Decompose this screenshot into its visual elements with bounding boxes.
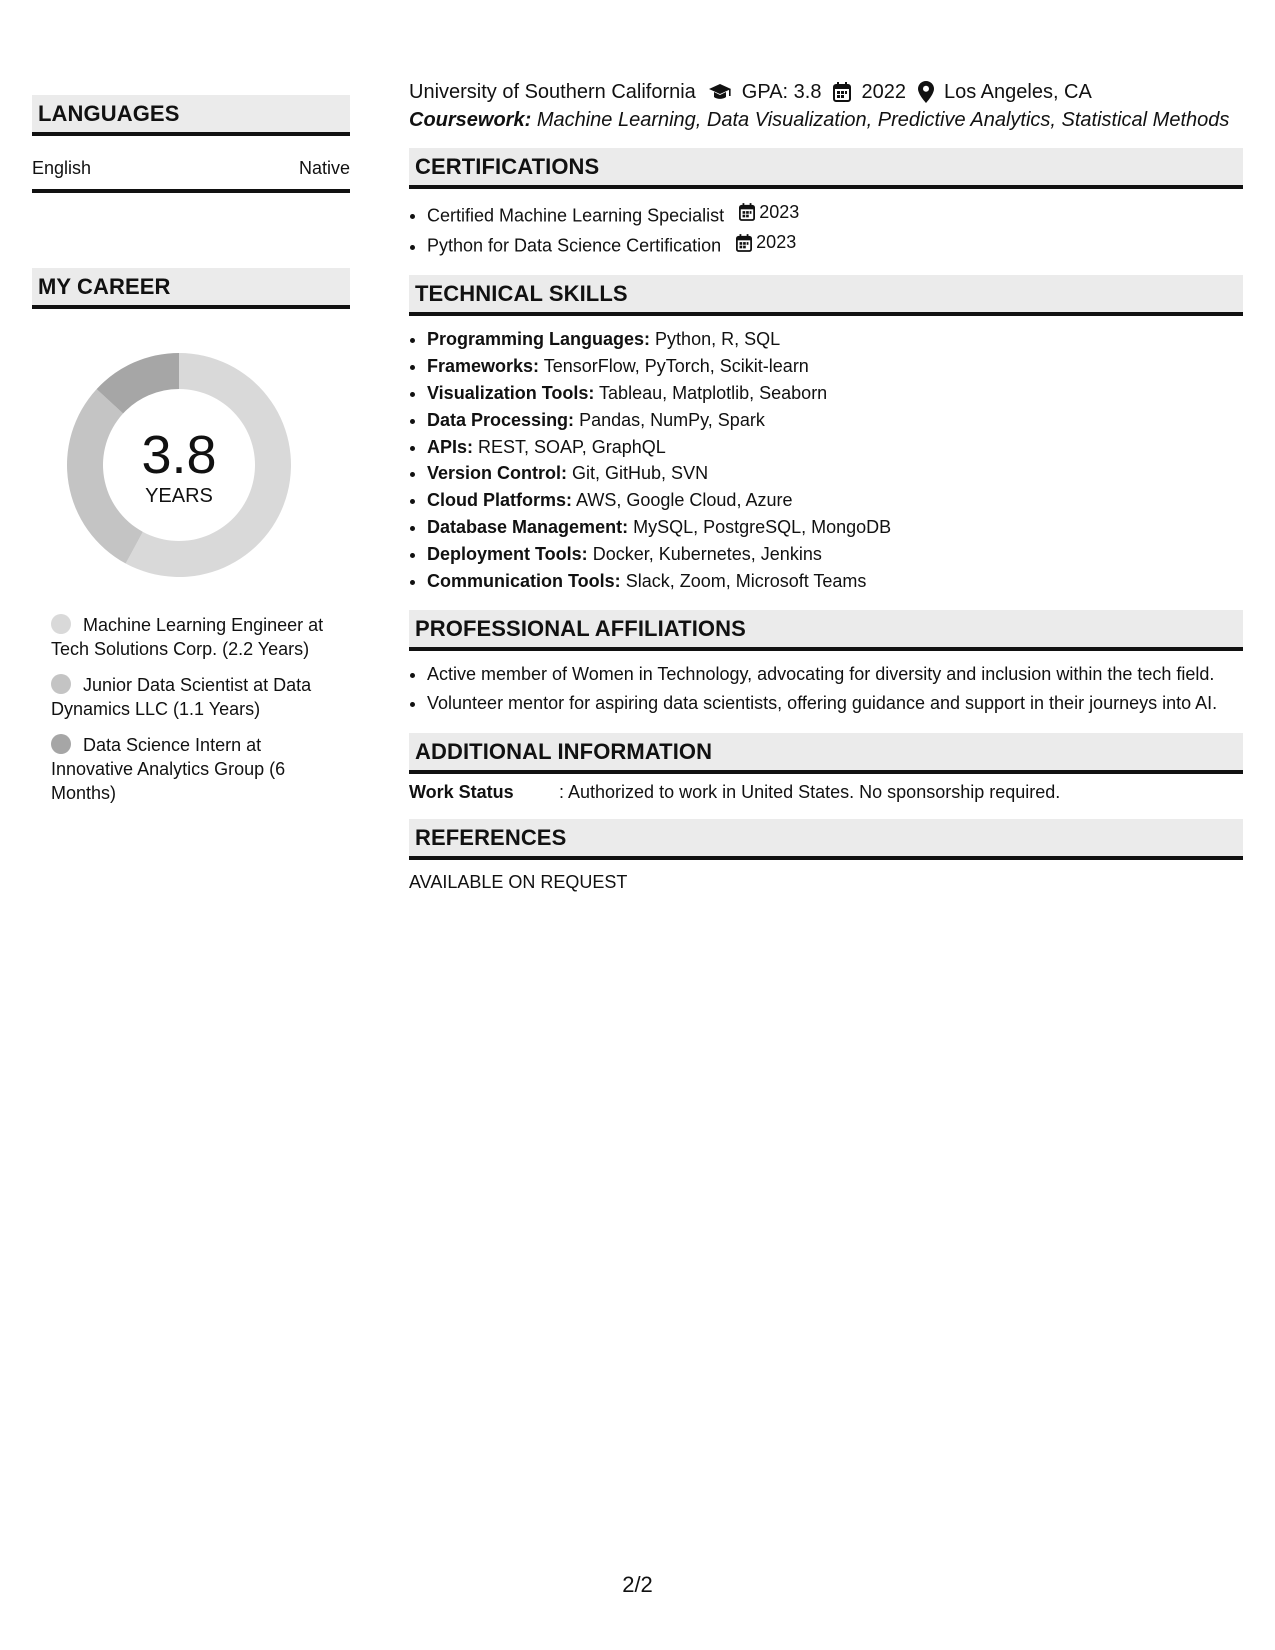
skill-item xyxy=(427,353,1243,380)
skill-value: Docker, Kubernetes, Jenkins xyxy=(592,543,822,564)
languages-heading: LANGUAGES xyxy=(32,95,350,136)
certification-item xyxy=(427,229,1243,259)
certification-year: 2023 xyxy=(756,232,797,253)
career-item xyxy=(51,673,331,721)
certification-date xyxy=(739,199,799,226)
skill-item xyxy=(427,514,1243,541)
skills-section xyxy=(409,275,1243,594)
additional-heading: ADDITIONAL INFORMATION xyxy=(409,733,1243,774)
right-column xyxy=(409,78,1243,893)
map-pin-icon xyxy=(918,81,934,103)
skill-item xyxy=(427,407,1243,434)
career-total-unit: YEARS xyxy=(145,484,213,507)
career-item-label: Junior Data Scientist at Data Dynamics LLC (1.1 Years) xyxy=(51,675,312,719)
references-text: AVAILABLE ON REQUEST xyxy=(409,871,628,892)
skill-label: Visualization Tools: xyxy=(427,382,595,403)
skill-value: AWS, Google Cloud, Azure xyxy=(576,490,793,511)
school-name: University of Southern California xyxy=(409,80,696,103)
skill-label: Programming Languages: xyxy=(427,329,651,350)
legend-dot-icon xyxy=(51,734,71,754)
gpa: GPA: 3.8 xyxy=(741,80,822,103)
skill-label: APIs: xyxy=(427,436,474,457)
skill-label: Frameworks: xyxy=(427,356,540,377)
certification-item xyxy=(427,199,1243,229)
skill-item xyxy=(427,434,1243,461)
legend-dot-icon xyxy=(51,674,71,694)
legend-dot-icon xyxy=(51,614,71,634)
career-item-label: Machine Learning Engineer at Tech Solutions Corp. (2.2 Years) xyxy=(51,615,324,659)
career-heading: MY CAREER xyxy=(32,268,350,309)
skill-value: Git, GitHub, SVN xyxy=(572,463,709,484)
skill-label: Database Management: xyxy=(427,516,629,537)
calendar-icon xyxy=(739,203,755,221)
skill-item xyxy=(427,487,1243,514)
affiliations-heading: PROFESSIONAL AFFILIATIONS xyxy=(409,610,1243,651)
references-heading: REFERENCES xyxy=(409,819,1243,860)
work-status-value: : Authorized to work in United States. No sponsorship required. xyxy=(559,781,1061,802)
language-level: Native xyxy=(298,158,350,178)
certification-year: 2023 xyxy=(759,202,800,222)
certification-date xyxy=(736,229,796,256)
page-number: 2/2 xyxy=(622,1572,653,1597)
certification-name: Certified Machine Learning Specialist xyxy=(427,205,725,226)
left-column xyxy=(32,95,350,817)
skill-label: Data Processing: xyxy=(427,409,575,430)
skill-value: TensorFlow, PyTorch, Scikit-learn xyxy=(543,356,809,377)
certifications-section xyxy=(409,148,1243,259)
coursework-label: Coursework: xyxy=(409,109,532,131)
graduation-year: 2022 xyxy=(861,80,906,103)
career-item-label: Data Science Intern at Innovative Analytics Group (6 Months) xyxy=(51,735,286,803)
skill-value: MySQL, PostgreSQL, MongoDB xyxy=(633,516,892,537)
donut-center xyxy=(67,353,291,577)
calendar-icon xyxy=(736,234,752,252)
skills-list xyxy=(409,326,1243,594)
language-row xyxy=(32,136,350,193)
references-section xyxy=(409,819,1243,893)
calendar-icon xyxy=(833,82,851,102)
affiliations-list xyxy=(409,661,1243,717)
skill-label: Deployment Tools: xyxy=(427,543,588,564)
certification-name: Python for Data Science Certification xyxy=(427,235,722,256)
career-legend xyxy=(51,613,331,805)
coursework-text: Machine Learning, Data Visualization, Predictive Analytics, Statistical Methods xyxy=(536,109,1230,131)
skill-label: Communication Tools: xyxy=(427,570,621,591)
skill-value: REST, SOAP, GraphQL xyxy=(478,436,666,457)
certifications-list xyxy=(409,199,1243,259)
affiliation-item: • Active member of Women in Technology, advocating for diversity and inclusion within the tech field. xyxy=(427,661,1243,688)
skills-heading: TECHNICAL SKILLS xyxy=(409,275,1243,316)
career-donut-chart xyxy=(67,353,291,577)
skill-item xyxy=(427,460,1243,487)
affiliation-item: • Volunteer mentor for aspiring data scientists, offering guidance and support in their journeys into AI. xyxy=(427,690,1243,717)
skill-value: Pandas, NumPy, Spark xyxy=(579,409,765,430)
career-item xyxy=(51,613,331,661)
skill-item xyxy=(427,568,1243,595)
skill-item xyxy=(427,326,1243,353)
career-item xyxy=(51,733,331,805)
skill-value: Tableau, Matplotlib, Seaborn xyxy=(599,382,828,403)
certifications-heading: CERTIFICATIONS xyxy=(409,148,1243,189)
graduation-cap-icon xyxy=(708,83,732,101)
affiliations-section xyxy=(409,610,1243,717)
career-total-value: 3.8 xyxy=(141,424,217,485)
additional-section xyxy=(409,733,1243,803)
education-line xyxy=(409,78,1243,106)
skill-item xyxy=(427,380,1243,407)
school-location: Los Angeles, CA xyxy=(943,80,1092,103)
skill-value: Slack, Zoom, Microsoft Teams xyxy=(625,570,867,591)
language-name: English xyxy=(32,158,92,178)
skill-value: Python, R, SQL xyxy=(655,329,781,350)
coursework xyxy=(409,109,1243,132)
skill-item xyxy=(427,541,1243,568)
work-status-label: Work Status xyxy=(409,781,514,802)
skill-label: Version Control: xyxy=(427,463,568,484)
skill-label: Cloud Platforms: xyxy=(427,490,573,511)
work-status-row xyxy=(409,782,1243,803)
